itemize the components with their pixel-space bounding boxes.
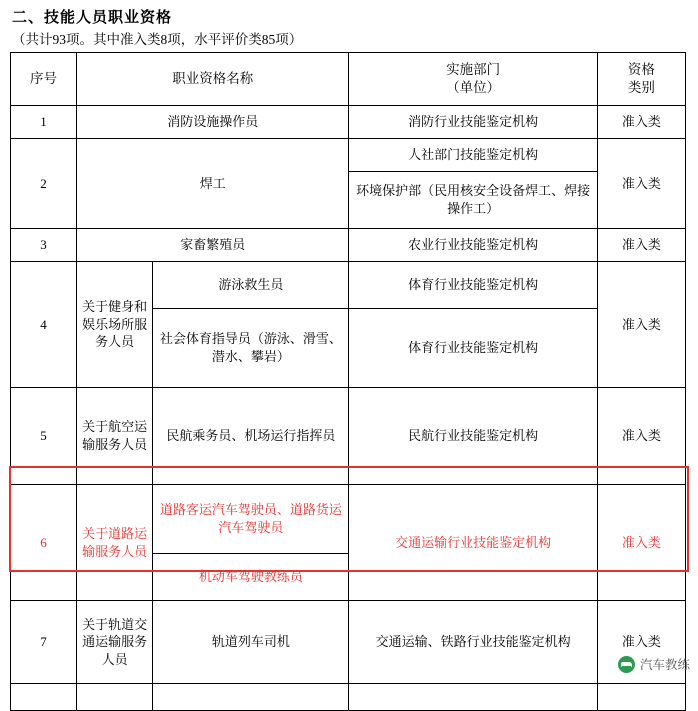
row-no: 6 bbox=[11, 485, 77, 601]
row-type: 准入类 bbox=[597, 388, 685, 485]
qualification-table bbox=[10, 52, 686, 711]
header-type-line2: 类别 bbox=[627, 80, 655, 95]
row-dept bbox=[349, 684, 597, 711]
wechat-account-logo-icon bbox=[618, 656, 635, 673]
header-type-line1: 资格 bbox=[627, 62, 655, 78]
table-row bbox=[11, 601, 686, 684]
row-dept: 交通运输行业技能鉴定机构 bbox=[349, 485, 597, 601]
row-no: 2 bbox=[11, 139, 77, 229]
table-row-highlighted bbox=[11, 485, 686, 554]
row-type: 准入类 bbox=[597, 262, 685, 388]
row-name: 社会体育指导员（游泳、滑雪、潜水、攀岩） bbox=[153, 309, 349, 388]
header-name: 职业资格名称 bbox=[77, 53, 349, 106]
row-type: 准入类 bbox=[597, 485, 685, 601]
table-row bbox=[11, 139, 686, 172]
row-name: 消防设施操作员 bbox=[77, 106, 349, 139]
row-dept: 体育行业技能鉴定机构 bbox=[349, 309, 597, 388]
row-category: 关于轨道交通运输服务人员 bbox=[77, 601, 153, 684]
table-row bbox=[11, 229, 686, 262]
row-name bbox=[153, 684, 349, 711]
page-title: 二、技能人员职业资格 bbox=[12, 10, 173, 26]
table-row bbox=[11, 388, 686, 485]
account-badge-label: 汽车教练 bbox=[639, 658, 690, 672]
table-row bbox=[11, 106, 686, 139]
row-dept: 消防行业技能鉴定机构 bbox=[349, 106, 597, 139]
row-category: 关于道路运输服务人员 bbox=[77, 485, 153, 601]
table-row bbox=[11, 262, 686, 309]
row-name: 轨道列车司机 bbox=[153, 601, 349, 684]
header-dept-line1: 实施部门 bbox=[446, 62, 501, 78]
row-no: 1 bbox=[11, 106, 77, 139]
row-no: 3 bbox=[11, 229, 77, 262]
header-no: 序号 bbox=[11, 53, 77, 106]
row-dept: 人社部门技能鉴定机构 bbox=[349, 139, 597, 172]
row-no bbox=[11, 684, 77, 711]
page-subtitle: （共计93项。其中准入类8项，水平评价类85项） bbox=[12, 32, 303, 47]
row-name: 机动车驾驶教练员 bbox=[153, 554, 349, 601]
row-type bbox=[597, 684, 685, 711]
row-no: 5 bbox=[11, 388, 77, 485]
row-no: 4 bbox=[11, 262, 77, 388]
row-no: 7 bbox=[11, 601, 77, 684]
row-name: 民航乘务员、机场运行指挥员 bbox=[153, 388, 349, 485]
row-type: 准入类 bbox=[597, 139, 685, 229]
header-dept-line2: （单位） bbox=[446, 80, 501, 95]
row-category: 关于健身和娱乐场所服务人员 bbox=[77, 262, 153, 388]
row-dept: 环境保护部（民用核安全设备焊工、焊接操作工） bbox=[349, 172, 597, 229]
row-category bbox=[77, 684, 153, 711]
row-dept: 体育行业技能鉴定机构 bbox=[349, 262, 597, 309]
row-name: 游泳救生员 bbox=[153, 262, 349, 309]
account-badge bbox=[618, 655, 690, 673]
row-type: 准入类 bbox=[597, 229, 685, 262]
row-dept: 交通运输、铁路行业技能鉴定机构 bbox=[349, 601, 597, 684]
row-dept: 农业行业技能鉴定机构 bbox=[349, 229, 597, 262]
header-dept bbox=[349, 53, 597, 106]
row-category: 关于航空运输服务人员 bbox=[77, 388, 153, 485]
row-name: 道路客运汽车驾驶员、道路货运汽车驾驶员 bbox=[153, 485, 349, 554]
header-type bbox=[597, 53, 685, 106]
row-type: 准入类 bbox=[597, 106, 685, 139]
row-name: 焊工 bbox=[77, 139, 349, 229]
row-dept: 民航行业技能鉴定机构 bbox=[349, 388, 597, 485]
row-type: 准入类 bbox=[597, 601, 685, 684]
row-name: 家畜繁殖员 bbox=[77, 229, 349, 262]
table-header-row bbox=[11, 53, 686, 106]
table-row-clipped bbox=[11, 684, 686, 711]
